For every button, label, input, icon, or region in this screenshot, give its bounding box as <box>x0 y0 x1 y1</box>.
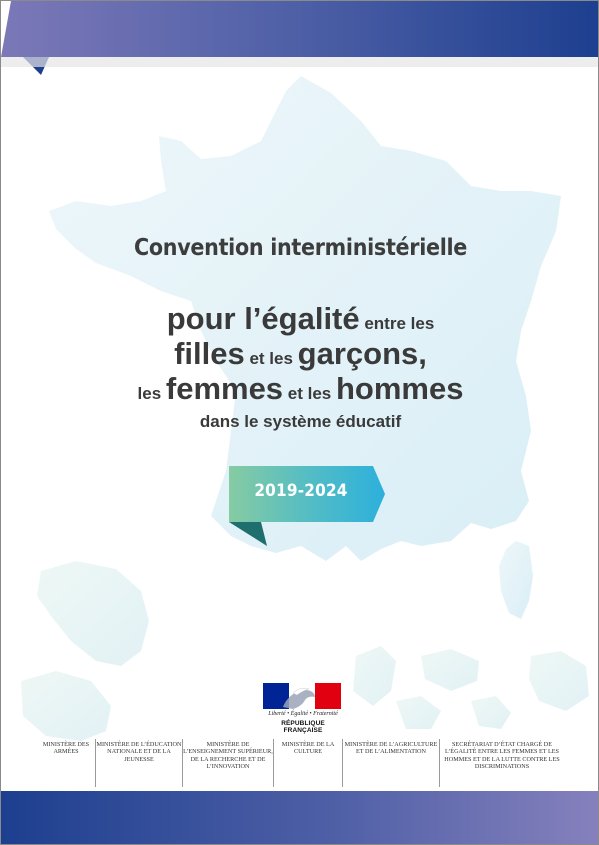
overseas-island-1 <box>37 561 149 666</box>
republic-name: RÉPUBLIQUE FRANÇAISE <box>281 720 325 734</box>
headline-emphasis: hommes <box>335 371 464 406</box>
republic-motto: Liberté • Égalité • Fraternité <box>268 711 338 717</box>
overseas-island-6 <box>396 696 441 729</box>
ministry-label: SECRÉTARIAT D’ÉTAT CHARGÉ DE L’ÉGALITÉ ENTRE LES FEMMES ET LES HOMMES ET DE LA LUTTE CONTRE LES DISCRIMINATIONS <box>444 741 560 771</box>
headline-line-2 <box>1 336 599 372</box>
headline-text: les <box>137 384 166 403</box>
headline-text: et les <box>244 349 298 368</box>
marianne-flag-icon <box>263 683 341 709</box>
document-title: Convention interministérielle <box>133 235 468 261</box>
corsica-shape <box>499 541 533 619</box>
republique-francaise-logo <box>263 683 343 734</box>
headline-line-3 <box>1 371 599 407</box>
overseas-island-5 <box>529 651 589 711</box>
ministries-list <box>37 739 567 789</box>
headline-text: et les <box>283 384 336 403</box>
overseas-island-3 <box>353 646 396 706</box>
headline-line-1 <box>1 301 599 337</box>
ministry-label: MINISTÈRE DE LA CULTURE <box>281 741 335 756</box>
headline-emphasis: filles <box>174 336 245 371</box>
ministry-label: MINISTÈRE DES ARMÉES <box>42 741 90 756</box>
period-label: 2019-2024 <box>254 481 348 501</box>
overseas-island-7 <box>471 696 511 729</box>
headline-emphasis: garçons <box>297 336 419 371</box>
bottom-decorative-band <box>1 791 599 845</box>
ministry-label: MINISTÈRE DE L’ÉDUCATION NATIONALE ET DE LA JEUNESSE <box>96 741 182 763</box>
overseas-island-2 <box>21 671 111 741</box>
headline-line-4: dans le système éducatif <box>199 412 402 431</box>
ministry-label: MINISTÈRE DE L’AGRICULTURE ET DE L’ALIMENTATION <box>344 741 438 756</box>
headline-emphasis: pour l’égalité <box>166 301 360 336</box>
ministry-label: MINISTÈRE DE L’ENSEIGNEMENT SUPÉRIEUR, DE LA RECHERCHE ET DE L’INNOVATION <box>183 741 273 771</box>
headline-text: , <box>418 336 427 371</box>
headline-emphasis: femmes <box>165 371 284 406</box>
period-banner <box>223 464 388 548</box>
headline-text: entre les <box>359 314 435 333</box>
overseas-island-4 <box>421 649 479 691</box>
top-decorative-band <box>1 1 599 81</box>
